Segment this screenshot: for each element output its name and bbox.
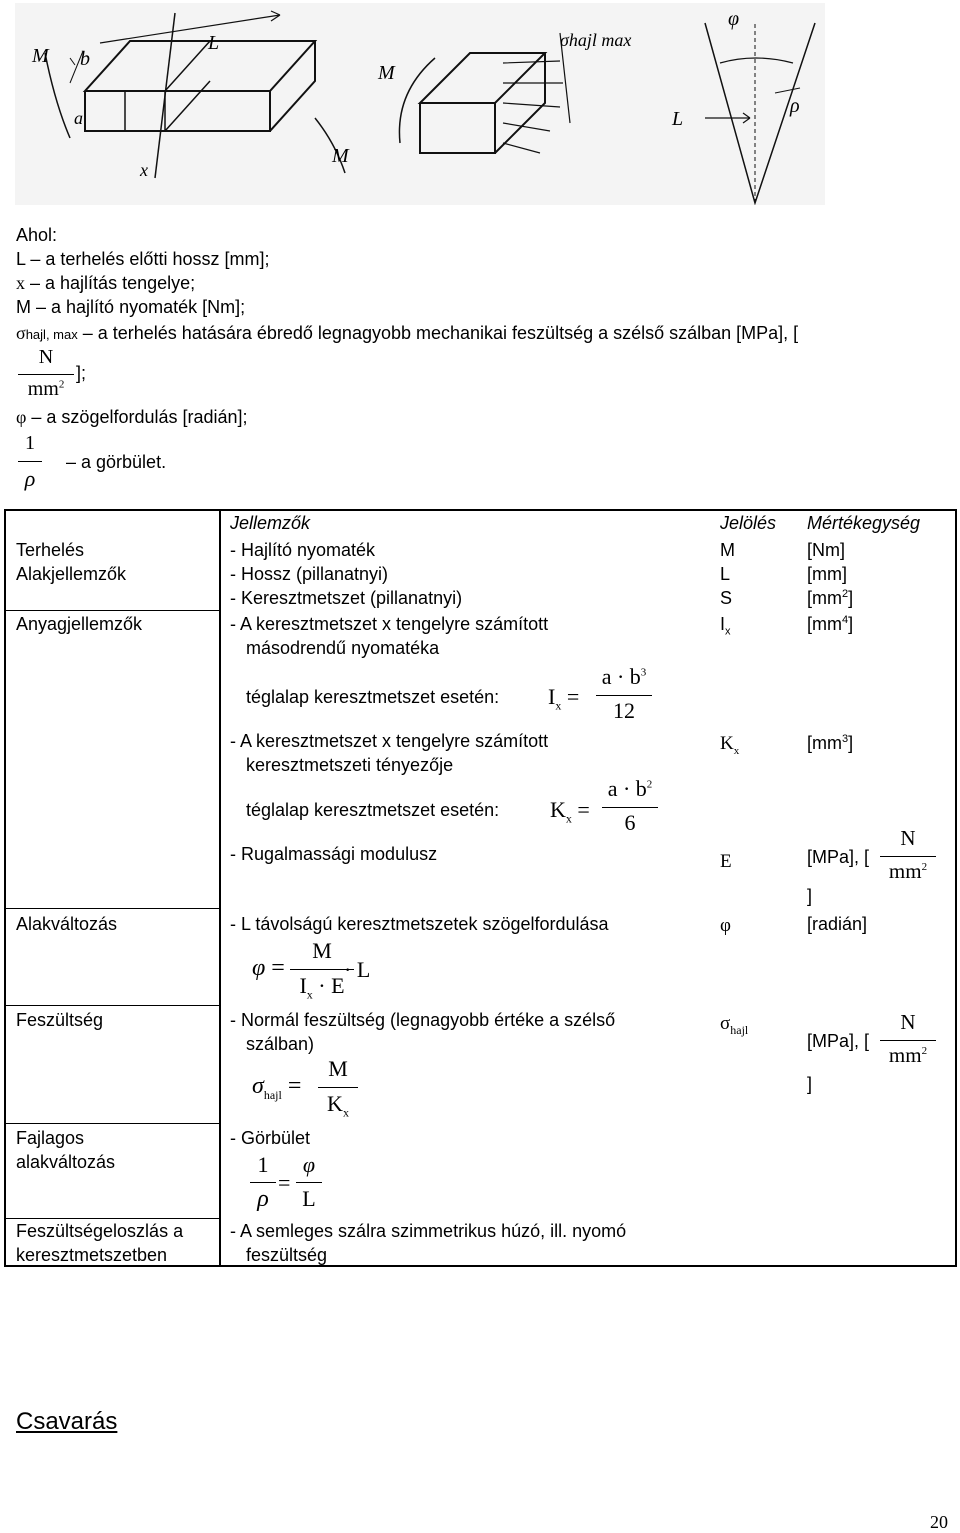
- legend-line-4: [16, 322, 798, 346]
- figure-label-phi: φ: [728, 8, 740, 30]
- row-divider: [4, 610, 220, 611]
- row-label-terheles: Terhelés: [16, 540, 85, 560]
- row-semleges-text-2: feszültség: [246, 1245, 328, 1265]
- row-sigma-unit-end: ]: [807, 1074, 813, 1094]
- fraction-bar: [318, 1087, 358, 1088]
- row-sigma-unit: [MPa], [: [807, 1031, 870, 1051]
- row-keresztmetszeti-text-2: keresztmetszeti tényezője: [246, 755, 454, 775]
- figure-label-a: a: [74, 108, 83, 128]
- figure-label-m2: M: [332, 145, 349, 167]
- row-kx-unit: $[mm^3]$: [807, 733, 854, 753]
- row-ix-symbol: $I_x$: [720, 614, 731, 638]
- legend-text: – a terhelés hatására ébredő legnagyobb mechanikai feszültség a szélső szálban [MPa], [: [82, 323, 799, 343]
- legend-line-4-end: ];: [76, 363, 87, 383]
- row-hossz-symbol: L: [720, 564, 731, 584]
- formula-sigma-lhs: $\sigma_{hajl}$ =: [252, 1073, 302, 1102]
- row-hossz-text: - Hossz (pillanatnyi): [230, 564, 389, 584]
- row-keresztmetszeti-text-1: - A keresztmetszet x tengelyre számított: [230, 731, 549, 751]
- figure-label-m1: M: [32, 45, 49, 67]
- row-sigma-symbol: $\sigma_{hajl}$: [720, 1013, 749, 1037]
- legend-fraction-n-mm2: [18, 346, 74, 404]
- fraction-denominator: $mm^2$: [888, 1043, 928, 1067]
- row-phi-unit: [radián]: [807, 914, 868, 934]
- fraction-bar: [18, 374, 74, 375]
- row-kx-symbol: $K_x$: [720, 733, 740, 757]
- figure-label-l: L: [208, 32, 220, 54]
- row-divider: [4, 1123, 220, 1124]
- fraction-denominator: $mm^2$: [27, 378, 65, 400]
- formula-1-fraction: [596, 664, 652, 726]
- fraction-numerator: φ: [302, 1152, 316, 1177]
- row-label-feszultsegeloszlas-1: Feszültségeloszlás a: [16, 1221, 184, 1241]
- row-label-alakjellemzok: Alakjellemzők: [16, 564, 127, 584]
- legend-symbol: L: [16, 249, 26, 269]
- figure-label-rho: ρ: [790, 95, 800, 117]
- legend-subscript: hajl, max: [25, 327, 78, 342]
- page-number: 20: [930, 1512, 948, 1532]
- formula-curvature-left: [250, 1152, 276, 1214]
- fraction-bar: [880, 856, 936, 857]
- row-keresztmetszet-text: - Keresztmetszet (pillanatnyi): [230, 588, 463, 608]
- header-jellemzok: Jellemzők: [230, 513, 311, 533]
- row-normal-text-1: - Normál feszültség (legnagyobb értéke a szélső: [230, 1010, 616, 1030]
- row-phi-symbol: φ: [720, 915, 731, 936]
- row-keresztmetszet-unit: $[mm^2]$: [807, 588, 854, 608]
- fraction-bar: [296, 1182, 322, 1183]
- legend-line-3: [16, 296, 245, 319]
- row-rugalmassagi-text: - Rugalmassági modulusz: [230, 844, 438, 864]
- row-masodrendu-text-1: - A keresztmetszet x tengelyre számított: [230, 614, 549, 634]
- legend-fraction-curvature: [18, 432, 42, 492]
- table-border: [4, 509, 957, 511]
- legend-symbol: φ: [16, 407, 27, 427]
- legend-line-1: [16, 248, 269, 271]
- legend-line-5: [16, 406, 248, 429]
- row-masodrendu-text-2: másodrendű nyomatéka: [246, 638, 440, 658]
- row-label-alakvaltozas: Alakváltozás: [16, 914, 118, 934]
- row-label-feszultsegeloszlas-2: keresztmetszetben: [16, 1245, 168, 1265]
- row-e-unit-end: ]: [807, 886, 813, 906]
- header-jeloles: Jelölés: [720, 513, 777, 533]
- fraction-numerator: M: [312, 938, 332, 963]
- fraction-numerator: N: [38, 346, 54, 368]
- figure-label-x: x: [140, 160, 148, 180]
- fraction-bar: [602, 807, 658, 808]
- legend-symbol: x: [16, 273, 25, 293]
- fraction-numerator: M: [328, 1056, 348, 1081]
- fraction-bar: [596, 695, 652, 696]
- fraction-bar: [18, 461, 42, 462]
- row-divider: [4, 1218, 220, 1219]
- fraction-bar: [250, 1182, 276, 1183]
- row-e-unit: [MPa], [: [807, 847, 870, 867]
- row-terheles-text: - Hajlító nyomaték: [230, 540, 376, 560]
- legend-symbol: σ: [16, 323, 26, 343]
- fraction-numerator: N: [900, 1010, 916, 1034]
- row-hossz-unit: [mm]: [807, 564, 847, 584]
- formula-2-label: téglalap keresztmetszet esetén:: [246, 800, 500, 820]
- fraction-denominator: 6: [624, 810, 636, 835]
- legend-text: – a hajlító nyomaték [Nm];: [36, 297, 246, 317]
- fraction-numerator: N: [900, 826, 916, 850]
- row-terheles-unit: [Nm]: [807, 540, 845, 560]
- formula-phi-mul: · L: [344, 957, 371, 982]
- fraction-denominator: $K_x$: [327, 1091, 349, 1120]
- fraction-denominator: $mm^2$: [888, 859, 928, 883]
- table-border: [4, 509, 6, 1267]
- fraction-denominator: ρ: [24, 466, 36, 491]
- row-normal-text-2: szálban): [246, 1034, 315, 1054]
- formula-phi-lhs: φ =: [252, 955, 285, 981]
- row-sigma-unit-fraction: [880, 1010, 936, 1070]
- formula-curvature-right: [296, 1152, 322, 1214]
- fraction-numerator: 1: [25, 432, 35, 454]
- row-terheles-symbol: M: [720, 540, 735, 560]
- row-e-symbol: E: [720, 851, 732, 872]
- row-e-unit-fraction: [880, 826, 936, 886]
- row-label-fajlagos-1: Fajlagos: [16, 1128, 85, 1148]
- formula-2-fraction: [602, 776, 658, 838]
- row-szogelfordulas-text: - L távolságú keresztmetszetek szögelfordulása: [230, 914, 609, 934]
- row-label-feszultseg: Feszültség: [16, 1010, 104, 1030]
- row-label-fajlagos-2: alakváltozás: [16, 1152, 116, 1172]
- row-divider: [4, 908, 220, 909]
- fraction-numerator: $a \cdot b^3$: [601, 664, 647, 689]
- legend-text: – a szögelfordulás [radián];: [31, 407, 248, 427]
- bending-figure: [15, 3, 825, 205]
- fraction-numerator: 1: [257, 1152, 269, 1177]
- formula-1-lhs: $I_x$ =: [548, 684, 580, 713]
- figure-label-m3: M: [378, 62, 395, 84]
- legend-line-6: – a görbület.: [66, 452, 167, 472]
- legend-text: – a terhelés előtti hossz [mm];: [30, 249, 270, 269]
- row-semleges-text-1: - A semleges szálra szimmetrikus húzó, ill. nyomó: [230, 1221, 627, 1241]
- fraction-denominator: $I_x \cdot E$: [299, 973, 345, 1002]
- legend-line-2: [16, 272, 195, 295]
- section-title: Csavarás: [16, 1408, 118, 1435]
- legend-title: Ahol:: [16, 225, 58, 245]
- formula-sigma-fraction: [318, 1056, 358, 1120]
- fraction-bar: [880, 1040, 936, 1041]
- fraction-denominator: ρ: [257, 1186, 269, 1212]
- fraction-denominator: 12: [613, 698, 635, 723]
- row-label-anyagjellemzok: Anyagjellemzők: [16, 614, 143, 634]
- fraction-numerator: $a \cdot b^2$: [607, 776, 653, 801]
- fraction-denominator: L: [302, 1186, 316, 1211]
- formula-1-label: téglalap keresztmetszet esetén:: [246, 687, 500, 707]
- column-divider: [219, 509, 221, 1267]
- row-gorbulet-text: - Görbület: [230, 1128, 311, 1148]
- header-mertekegyseg: Mértékegység: [807, 513, 921, 533]
- figure-label-sigma: σhajl max: [560, 30, 632, 50]
- row-divider: [4, 1005, 220, 1006]
- figure-label-l2: L: [672, 108, 684, 130]
- row-keresztmetszet-symbol: S: [720, 588, 733, 608]
- table-border: [955, 509, 957, 1267]
- legend-symbol: M: [16, 297, 31, 317]
- figure-label-b: b: [80, 48, 90, 70]
- formula-curvature-eq: =: [278, 1170, 291, 1195]
- row-ix-unit: $[mm^4]$: [807, 614, 854, 634]
- formula-2-lhs: $K_x$ =: [550, 797, 590, 826]
- legend-text: – a hajlítás tengelye;: [30, 273, 196, 293]
